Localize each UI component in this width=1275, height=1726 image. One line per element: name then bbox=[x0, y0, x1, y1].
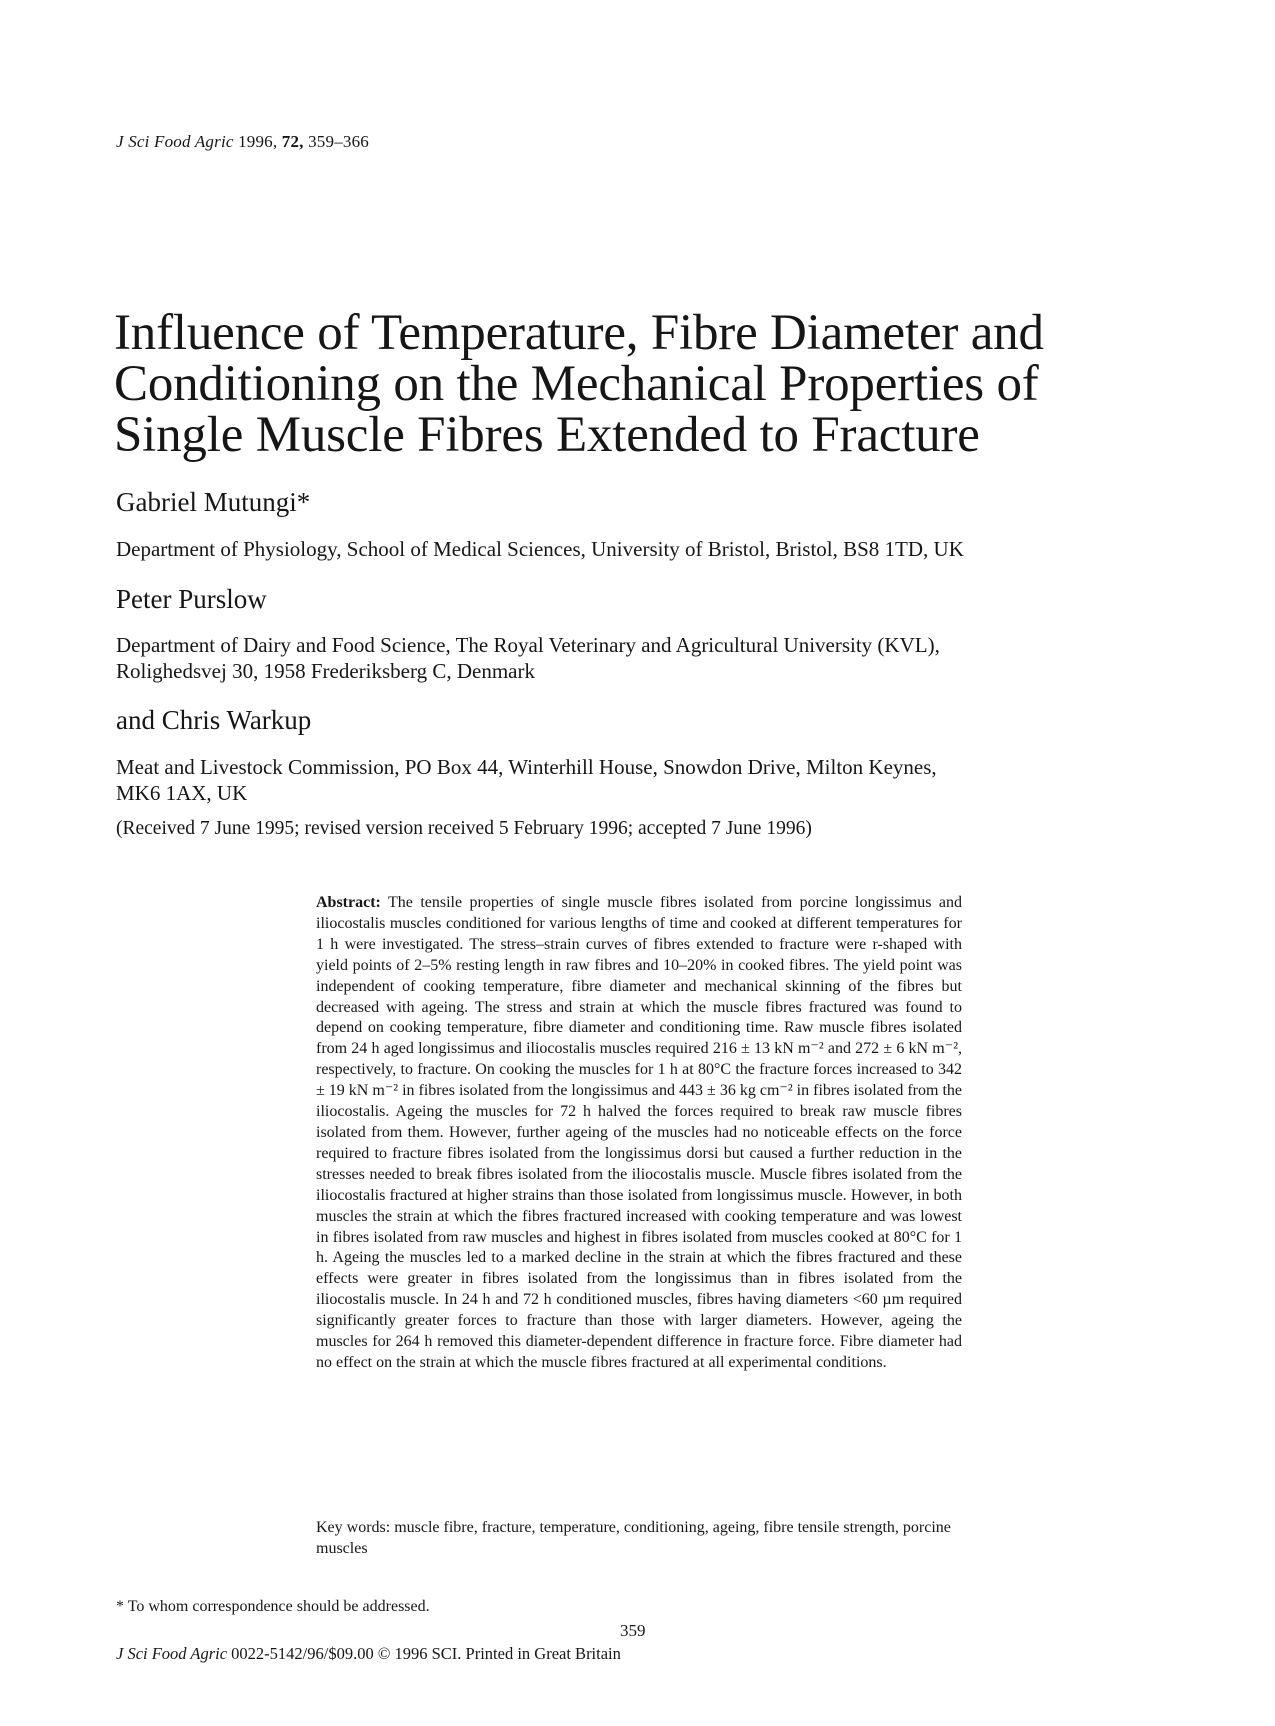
affiliation-line: MK6 1AX, UK bbox=[116, 781, 248, 805]
journal-name: J Sci Food Agric bbox=[116, 132, 234, 151]
journal-reference bbox=[116, 132, 369, 152]
page-footer bbox=[116, 1644, 621, 1664]
author-name: Peter Purslow bbox=[116, 584, 267, 614]
journal-year: 1996, bbox=[238, 132, 278, 151]
author-affiliation bbox=[116, 754, 1176, 806]
author-affiliation bbox=[116, 536, 1176, 562]
keywords: Key words: muscle fibre, fracture, temperature, conditioning, ageing, fibre tensile strength, porcine muscles bbox=[316, 1519, 951, 1557]
abstract-text: The tensile properties of single muscle fibres isolated from porcine longissimus and iliocostalis muscles conditioned for various lengths of time and cooked at different temperatures for 1 h were investigated. The stress–strain curves of fibres extended to fracture were r-shaped with yield points of 2–5% resting length in raw fibres and 10–20% in cooked fibres. The yield point was independent of cooking temperature, fibre diameter and mechanical skinning of the fibres but decreased with ageing. The stress and strain at which the muscle fibres fractured was found to depend on cooking temperature, fibre diameter and conditioning time. Raw muscle fibres isolated from 24 h aged longissimus and iliocostalis muscles required 216 ± 13 kN m⁻² and 272 ± 6 kN m⁻², respectively, to fracture. On cooking the muscles for 1 h at 80°C the fracture forces increased to 342 ± 19 kN m⁻² in fibres isolated from the longissimus and 443 ± 36 kg cm⁻² in fibres isolated from the iliocostalis. Ageing the muscles for 72 h halved the forces required to break raw muscle fibres isolated from them. However, further ageing of the muscles had no noticeable effects on the force required to fracture fibres isolated from the longissimus dorsi but caused a further reduction in the stresses needed to break fibres isolated from the iliocostalis muscle. Muscle fibres isolated from the iliocostalis fractured at higher strains than those isolated from longissimus muscle. However, in both muscles the strain at which the fibres fractured increased with cooking temperature and was lowest in fibres isolated from raw muscles and highest in fibres isolated from muscles cooked at 80°C for 1 h. Ageing the muscles led to a marked decline in the strain at which the fibres fractured and these effects were greater in fibres isolated from the longissimus than in fibres isolated from the iliocostalis muscle. In 24 h and 72 h conditioned muscles, fibres having diameters <60 µm required significantly greater forces to fracture than those with larger diameters. However, ageing the muscles for 264 h removed this diameter-dependent difference in fracture force. Fibre diameter had no effect on the strain at which the muscle fibres fractured at all experimental conditions. bbox=[316, 894, 962, 1371]
title-line: Influence of Temperature, Fibre Diameter and bbox=[114, 305, 1044, 361]
correspondence-footnote: * To whom correspondence should be addressed. bbox=[116, 1598, 430, 1615]
journal-volume: 72, bbox=[281, 132, 304, 151]
abstract-label: Abstract: bbox=[316, 894, 381, 911]
page-number: 359 bbox=[620, 1621, 646, 1640]
title-line: Conditioning on the Mechanical Properties of bbox=[114, 356, 1039, 412]
author-name: and Chris Warkup bbox=[116, 705, 312, 735]
abstract bbox=[316, 893, 962, 1374]
affiliation-line: Meat and Livestock Commission, PO Box 44, Winterhill House, Snowdon Drive, Milton Keynes, bbox=[116, 755, 937, 779]
footer-journal: J Sci Food Agric bbox=[116, 1644, 228, 1663]
affiliation-line: Department of Dairy and Food Science, The Royal Veterinary and Agricultural University (KVL), bbox=[116, 633, 940, 657]
author-name: Gabriel Mutungi* bbox=[116, 487, 311, 517]
title-line: Single Muscle Fibres Extended to Fracture bbox=[114, 407, 980, 463]
journal-pages: 359–366 bbox=[308, 132, 369, 151]
footer-copyright: 0022-5142/96/$09.00 © 1996 SCI. Printed in Great Britain bbox=[231, 1644, 621, 1663]
affiliation-line: Department of Physiology, School of Medical Sciences, University of Bristol, Bristol, BS8 1TD, UK bbox=[116, 537, 964, 561]
received-dates: (Received 7 June 1995; revised version received 5 February 1996; accepted 7 June 1996) bbox=[116, 818, 812, 839]
author-affiliation bbox=[116, 632, 1176, 684]
article-title bbox=[114, 305, 1194, 463]
affiliation-line: Rolighedsvej 30, 1958 Frederiksberg C, Denmark bbox=[116, 659, 535, 683]
